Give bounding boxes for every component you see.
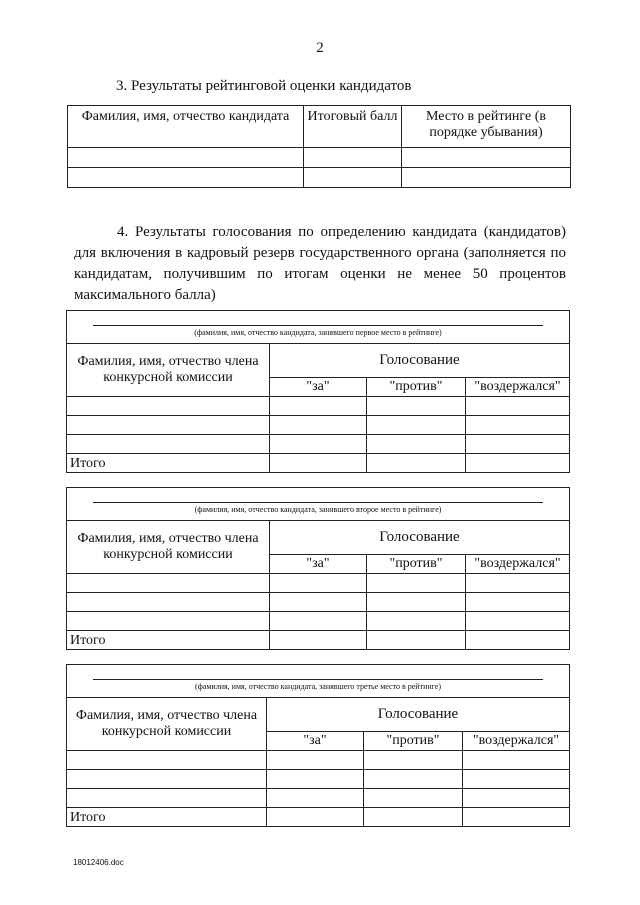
table-cell[interactable]: [67, 593, 270, 612]
vote-table-header: [67, 521, 570, 555]
option-for: "за": [270, 378, 367, 397]
member-header: Фамилия, имя, отчество члена конкурсной комиссии: [67, 521, 270, 574]
section-3-heading: 3. Результаты рейтинговой оценки кандидатов: [116, 78, 412, 94]
vote-table-header: [67, 698, 570, 732]
table-cell[interactable]: [67, 574, 270, 593]
table-cell[interactable]: [463, 808, 570, 827]
table-cell[interactable]: [270, 435, 367, 454]
table-cell[interactable]: [267, 808, 364, 827]
table-cell[interactable]: [364, 789, 463, 808]
table-cell[interactable]: [67, 789, 267, 808]
table-cell[interactable]: [364, 808, 463, 827]
table-cell[interactable]: [270, 631, 367, 650]
section-4-paragraph: 4. Результаты голосования по определению кандидата (кандидатов) для включения в кадровый резерв государственного органа (заполняется по кандидатам, получившим по итогам оценки не менее 50 процентов максимального балла): [74, 224, 566, 303]
table-cell[interactable]: [367, 454, 466, 473]
table-row: [68, 168, 571, 188]
table-cell[interactable]: [364, 751, 463, 770]
table-row: [67, 751, 570, 770]
table-cell[interactable]: [367, 416, 466, 435]
column-header-candidate: Фамилия, имя, отчество кандидата: [68, 106, 304, 148]
table-cell[interactable]: [270, 593, 367, 612]
table-cell[interactable]: [67, 435, 270, 454]
page-number: 2: [316, 40, 324, 56]
table-row: [67, 789, 570, 808]
vote-table-first-place: [66, 310, 570, 473]
candidate-name-field[interactable]: [67, 311, 570, 344]
column-header-place: Место в рейтинге (в порядке убывания): [402, 106, 571, 148]
table-row: [67, 612, 570, 631]
rating-table: [67, 105, 571, 188]
candidate-caption: (фамилия, имя, отчество кандидата, занявшего первое место в рейтинге): [194, 328, 442, 337]
table-cell[interactable]: [466, 631, 570, 650]
table-cell[interactable]: [466, 593, 570, 612]
option-against: "против": [367, 555, 466, 574]
table-cell[interactable]: [67, 416, 270, 435]
rating-table-header: [68, 106, 571, 148]
candidate-caption-row: [67, 665, 570, 698]
option-for: "за": [267, 732, 364, 751]
table-cell[interactable]: [270, 397, 367, 416]
option-against: "против": [364, 732, 463, 751]
table-cell[interactable]: [466, 416, 570, 435]
table-cell[interactable]: [466, 574, 570, 593]
table-row: [67, 593, 570, 612]
candidate-name-field[interactable]: [67, 665, 570, 698]
table-cell[interactable]: [466, 397, 570, 416]
table-cell[interactable]: [367, 435, 466, 454]
table-row: [67, 435, 570, 454]
table-cell[interactable]: [466, 435, 570, 454]
vote-table-second-place: [66, 487, 570, 650]
table-row: [67, 397, 570, 416]
table-cell[interactable]: [67, 612, 270, 631]
candidate-caption: (фамилия, имя, отчество кандидата, занявшего второе место в рейтинге): [194, 505, 442, 514]
table-cell[interactable]: [466, 454, 570, 473]
table-cell[interactable]: [67, 397, 270, 416]
table-cell[interactable]: [270, 574, 367, 593]
option-abstained: "воздержался": [466, 378, 570, 397]
table-cell[interactable]: [67, 770, 267, 789]
candidate-caption-row: [67, 311, 570, 344]
table-cell[interactable]: [267, 770, 364, 789]
table-cell[interactable]: [463, 770, 570, 789]
candidate-name-line: [93, 325, 543, 326]
vote-table-third-place: [66, 664, 570, 827]
table-cell[interactable]: [270, 454, 367, 473]
table-cell[interactable]: [367, 574, 466, 593]
voting-header: Голосование: [270, 521, 570, 555]
voting-header: Голосование: [270, 344, 570, 378]
option-abstained: "воздержался": [466, 555, 570, 574]
table-cell[interactable]: [304, 168, 402, 188]
total-label: Итого: [67, 808, 267, 827]
candidate-name-field[interactable]: [67, 488, 570, 521]
total-label: Итого: [67, 454, 270, 473]
table-cell[interactable]: [267, 751, 364, 770]
table-cell[interactable]: [68, 168, 304, 188]
option-against: "против": [367, 378, 466, 397]
option-for: "за": [270, 555, 367, 574]
total-row: [67, 631, 570, 650]
table-cell[interactable]: [463, 789, 570, 808]
table-cell[interactable]: [466, 612, 570, 631]
table-row: [67, 770, 570, 789]
table-cell[interactable]: [402, 148, 571, 168]
table-cell[interactable]: [367, 612, 466, 631]
table-row: [67, 574, 570, 593]
total-row: [67, 808, 570, 827]
member-header: Фамилия, имя, отчество члена конкурсной комиссии: [67, 344, 270, 397]
table-row: [68, 148, 571, 168]
table-cell[interactable]: [270, 416, 367, 435]
candidate-caption: (фамилия, имя, отчество кандидата, занявшего третье место в рейтинге): [194, 682, 442, 691]
table-cell[interactable]: [463, 751, 570, 770]
voting-header: Голосование: [267, 698, 570, 732]
file-name-footer: 18012406.doc: [73, 858, 124, 867]
table-cell[interactable]: [67, 751, 267, 770]
table-cell[interactable]: [367, 631, 466, 650]
candidate-name-line: [93, 679, 543, 680]
table-cell[interactable]: [367, 593, 466, 612]
table-cell[interactable]: [304, 148, 402, 168]
vote-table-header: [67, 344, 570, 378]
option-abstained: "воздержался": [463, 732, 570, 751]
table-row: [67, 416, 570, 435]
total-label: Итого: [67, 631, 270, 650]
candidate-caption-row: [67, 488, 570, 521]
column-header-score: Итоговый балл: [304, 106, 402, 148]
candidate-name-line: [93, 502, 543, 503]
table-cell[interactable]: [270, 612, 367, 631]
member-header: Фамилия, имя, отчество члена конкурсной комиссии: [67, 698, 267, 751]
table-cell[interactable]: [364, 770, 463, 789]
table-cell[interactable]: [367, 397, 466, 416]
table-cell[interactable]: [402, 168, 571, 188]
total-row: [67, 454, 570, 473]
table-cell[interactable]: [267, 789, 364, 808]
table-cell[interactable]: [68, 148, 304, 168]
